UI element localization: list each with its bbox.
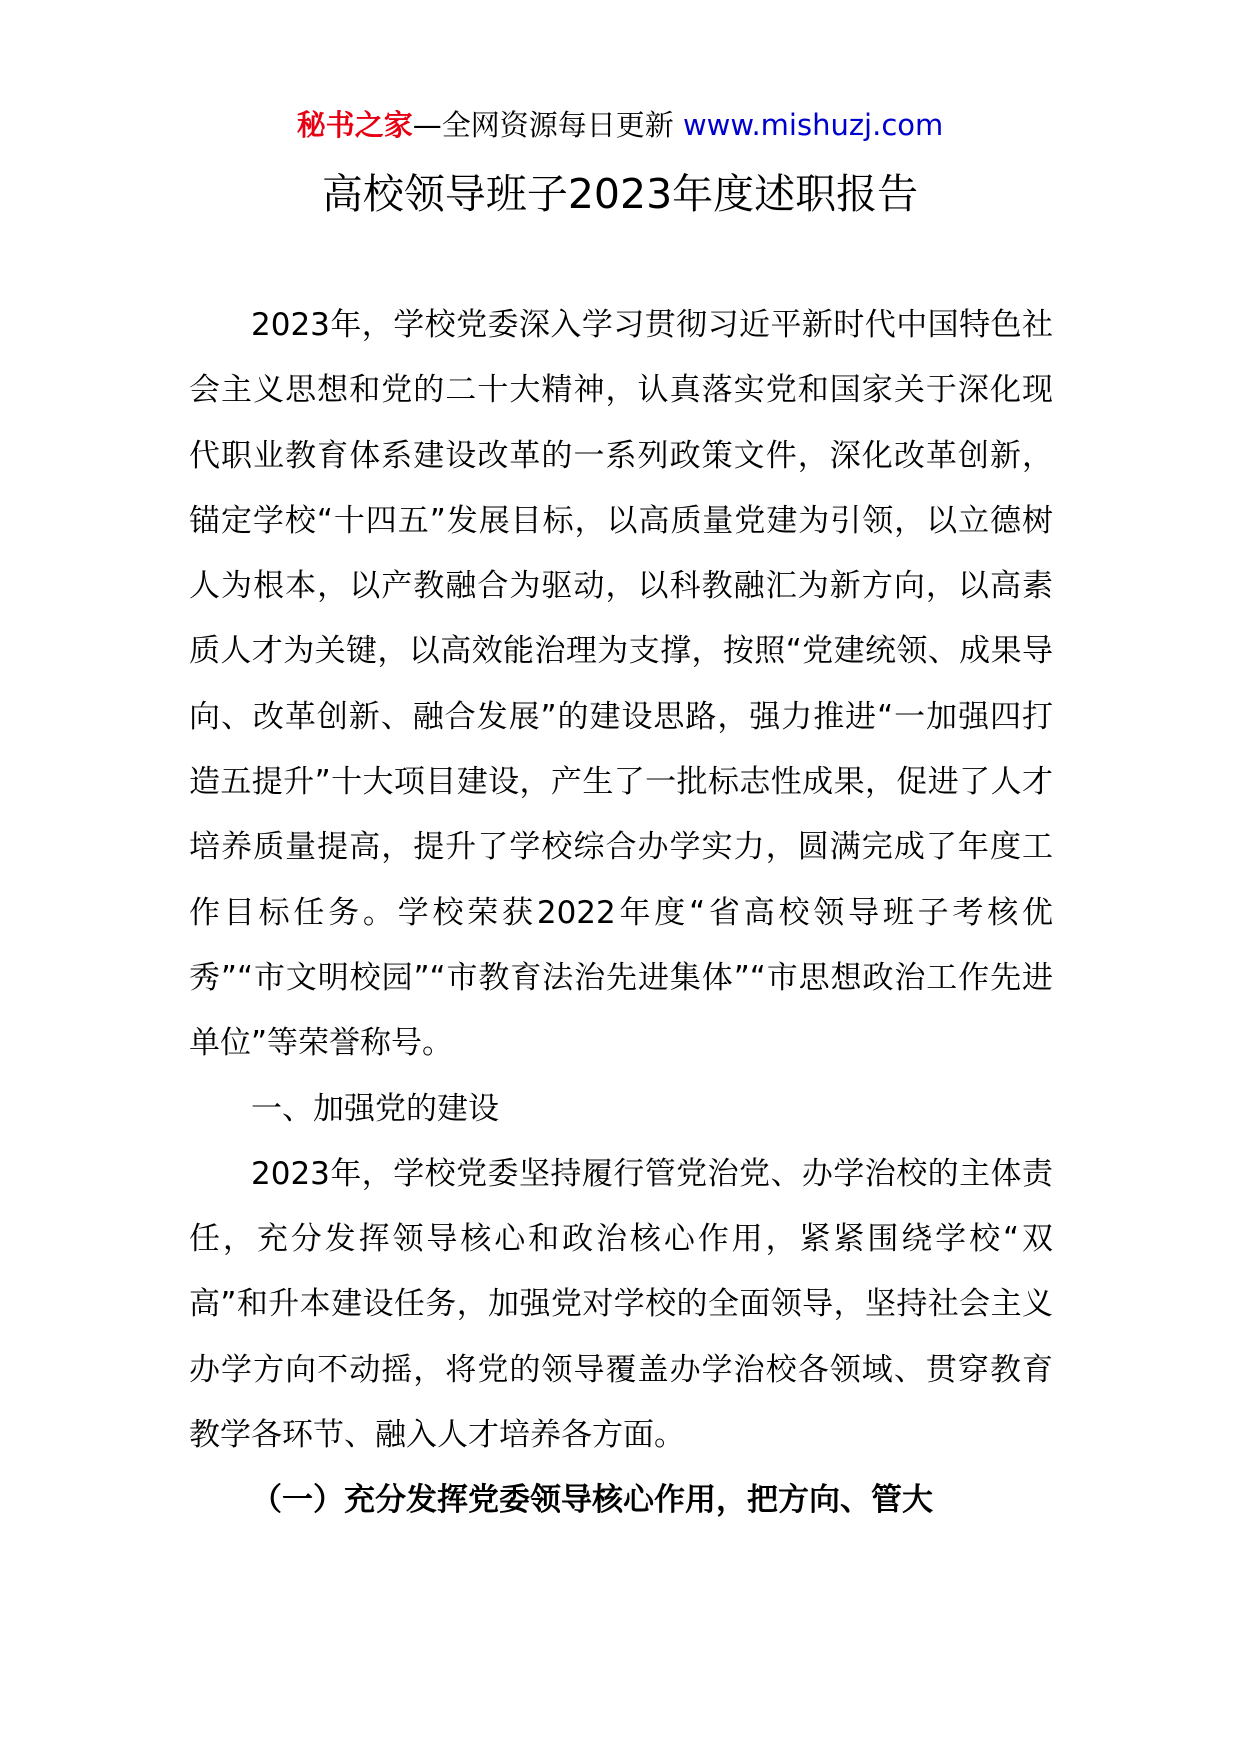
site-header [0,103,1240,147]
document-title: 高校领导班子2023年度述职报告 [321,170,919,218]
site-slogan: —全网资源每日更新 [412,108,674,142]
intro-paragraph: 2023年，学校党委深入学习贯彻习近平新时代中国特色社会主义思想和党的二十大精神，认真落实党和国家关于深化现代职业教育体系建设改革的一系列政策文件，深化改革创新，锚定学校“十四五”发展目标，以高质量党建为引领，以立德树人为根本，以产教融合为驱动，以科教融汇为新方向，以高素质人才为关键，以高效能治理为支撑，按照“党建统领、成果导向、改革创新、融合发展”的建设思路，强力推进“一加强四打造五提升”十大项目建设，产生了一批标志性成果，促进了人才培养质量提高，提升了学校综合办学实力，圆满完成了年度工作目标任务。学校荣获2022年度“省高校领导班子考核优秀”“市文明校园”“市教育法治先进集体”“市思想政治工作先进单位”等荣誉称号。 [189,307,1053,1062]
section-1-paragraph: 2023年，学校党委坚持履行管党治党、办学治校的主体责任，充分发挥领导核心和政治核心作用，紧紧围绕学校“双高”和升本建设任务，加强党对学校的全面领导，坚持社会主义办学方向不动摇，将党的领导覆盖办学治校各领域、贯穿教育教学各环节、融入人才培养各方面。 [189,1155,1053,1454]
brand-name: 秘书之家 [296,108,413,142]
subsection-heading-1: （一）充分发挥党委领导核心作用，把方向、管大 [251,1482,933,1519]
section-heading-1: 一、加强党的建设 [251,1090,499,1127]
document-body [189,293,1053,1534]
site-url-link[interactable]: www.mishuzj.com [682,108,944,142]
